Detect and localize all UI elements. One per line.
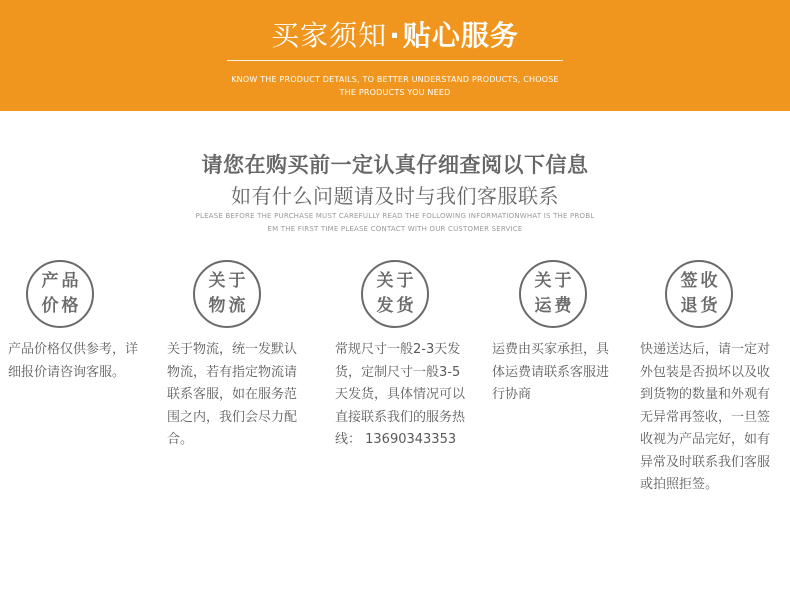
shipping-desc-line: 天发货，具体情况可以 bbox=[335, 387, 466, 402]
logistics-desc-line: 联系客服，如在服务范 bbox=[167, 387, 298, 402]
shipping-desc-line: 货，定制尺寸一般3-5 bbox=[335, 364, 461, 380]
sign-return-desc-line: 快递送达后，请一定对 bbox=[640, 342, 771, 357]
sign-return-desc-line: 外包装是否损坏以及收 bbox=[640, 364, 771, 380]
freight-circle-line-2: 运费 bbox=[534, 296, 575, 316]
shipping-desc-line: 直接联系我们的服务热 bbox=[335, 409, 466, 425]
intro-note-line-2: EM THE FIRST TIME PLEASE CONTACT WITH OUR CUSTOMER SERVICE bbox=[267, 225, 523, 233]
sign-return-desc-line: 异常及时联系我们客服 bbox=[640, 454, 771, 470]
logistics-desc-line: 合。 bbox=[167, 432, 194, 447]
header-banner bbox=[0, 0, 790, 111]
price-circle-line-2: 价格 bbox=[41, 296, 82, 316]
intro-note-line-1: PLEASE BEFORE THE PURCHASE MUST CAREFULLY READ THE FOLLOWING INFORMATIONWHAT IS THE PROBL bbox=[195, 212, 595, 220]
price-desc-line: 产品价格仅供参考，详 bbox=[8, 342, 139, 357]
price-circle-line-1: 产品 bbox=[41, 271, 82, 291]
freight-desc-line: 体运费请联系客服进 bbox=[492, 364, 610, 380]
banner-title bbox=[0, 18, 790, 54]
freight-circle-line-1: 关于 bbox=[534, 271, 575, 291]
banner-divider bbox=[227, 60, 563, 61]
banner-title-dot: · bbox=[389, 19, 401, 52]
sign-return-desc-line: 或拍照拒签。 bbox=[640, 477, 719, 492]
sign-return-circle-line-2: 退货 bbox=[680, 296, 721, 316]
intro-heading: 请您在购买前一定认真仔细查阅以下信息 bbox=[201, 153, 589, 177]
shipping-circle bbox=[361, 260, 429, 328]
price-desc-line: 细报价请咨询客服。 bbox=[8, 364, 126, 380]
intro-subheading: 如有什么问题请及时与我们客服联系 bbox=[231, 184, 559, 208]
sign-return-desc-line: 无异常再签收，一旦签 bbox=[640, 409, 771, 425]
logistics-desc-line: 物流，若有指定物流请 bbox=[167, 364, 298, 380]
intro-note bbox=[0, 210, 790, 236]
logistics-desc-line: 围之内，我们会尽力配 bbox=[167, 409, 298, 425]
logistics-circle-line-1: 关于 bbox=[208, 271, 249, 291]
shipping-description bbox=[335, 339, 475, 452]
shipping-desc-line: 常规尺寸一般2-3天发 bbox=[335, 342, 461, 357]
banner-title-bold: 贴心服务 bbox=[402, 19, 519, 52]
banner-title-light: 买家须知 bbox=[271, 19, 388, 52]
freight-circle bbox=[519, 260, 587, 328]
logistics-circle-line-2: 物流 bbox=[208, 296, 249, 316]
logistics-desc-line: 关于物流，统一发默认 bbox=[167, 342, 298, 357]
sign-return-circle bbox=[665, 260, 733, 328]
freight-desc-line: 运费由买家承担，具 bbox=[492, 342, 610, 357]
freight-description bbox=[492, 339, 632, 407]
sign-return-description bbox=[640, 339, 780, 497]
shipping-desc-line: 线： 13690343353 bbox=[335, 432, 457, 447]
price-description bbox=[8, 339, 148, 384]
banner-subtitle bbox=[0, 73, 790, 99]
logistics-description bbox=[167, 339, 307, 452]
sign-return-desc-line: 到货物的数量和外观有 bbox=[640, 387, 771, 402]
shipping-circle-line-1: 关于 bbox=[376, 271, 417, 291]
price-circle bbox=[26, 260, 94, 328]
freight-desc-line: 行协商 bbox=[492, 387, 532, 402]
shipping-circle-line-2: 发货 bbox=[376, 296, 417, 316]
banner-subtitle-line-2: THE PRODUCTS YOU NEED bbox=[339, 88, 451, 97]
sign-return-desc-line: 收视为产品完好，如有 bbox=[640, 432, 771, 447]
logistics-circle bbox=[193, 260, 261, 328]
sign-return-circle-line-1: 签收 bbox=[680, 271, 721, 291]
banner-subtitle-line-1: KNOW THE PRODUCT DETAILS, TO BETTER UNDERSTAND PRODUCTS, CHOOSE bbox=[231, 75, 559, 84]
